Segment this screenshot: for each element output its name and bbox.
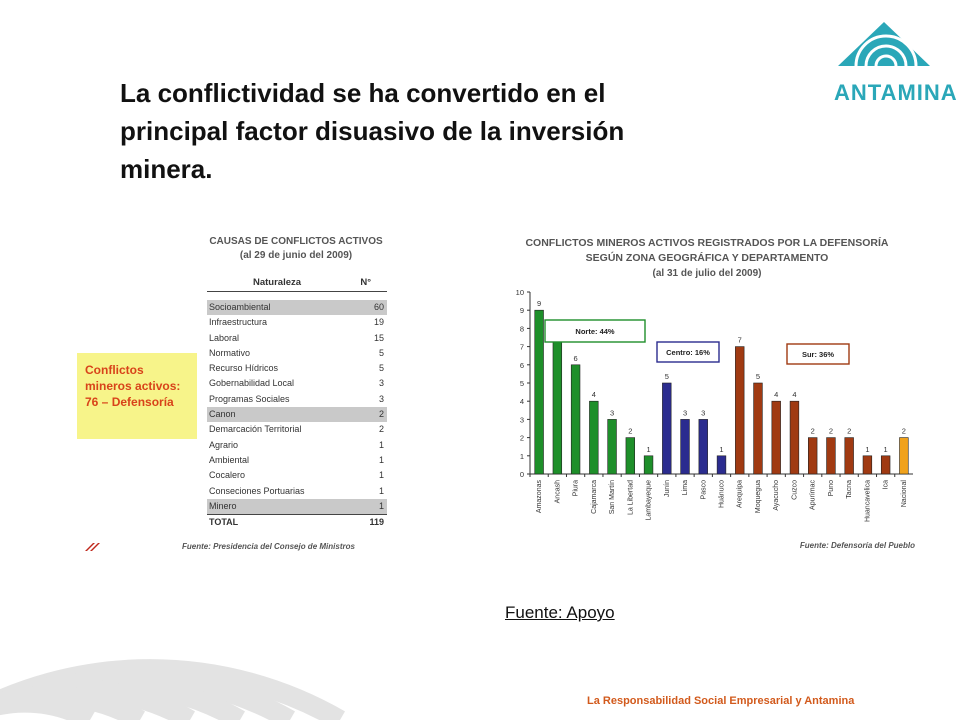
cause-name: Gobernabilidad Local [209, 378, 295, 389]
bar [881, 456, 890, 474]
x-tick-label: Ayacucho [773, 480, 781, 511]
cause-value: 5 [378, 347, 384, 358]
cause-value: 1 [378, 500, 384, 511]
bar [608, 419, 617, 474]
cause-name: Programas Sociales [209, 393, 290, 404]
bar [644, 456, 653, 474]
total-value: 119 [369, 517, 384, 528]
x-tick-label: Piura [572, 480, 580, 497]
table-row [207, 438, 387, 453]
cause-name: Canon [209, 409, 236, 420]
x-tick-label: Pasco [700, 480, 708, 500]
cause-value: 19 [373, 317, 384, 328]
cause-name: Infraestructura [209, 317, 268, 328]
cause-value: 1 [378, 470, 384, 481]
zone-label: Centro: 16% [666, 348, 710, 357]
x-tick-label: Huánuco [718, 480, 726, 509]
table-row [207, 407, 387, 422]
x-tick-label: Cuzco [791, 480, 799, 500]
bar [699, 419, 708, 474]
y-tick-label: 3 [519, 415, 524, 425]
table-row [207, 346, 387, 361]
cause-value: 5 [378, 363, 384, 374]
bar-value-label: 3 [609, 408, 615, 418]
bar [626, 438, 635, 474]
bar-value-label: 7 [737, 335, 742, 345]
y-tick-label: 2 [519, 433, 524, 443]
footer-text: La Responsabilidad Social Empresarial y Antamina [587, 695, 855, 707]
bar-value-label: 4 [792, 390, 797, 400]
table-row [207, 361, 387, 376]
conflicts-bar-chart [485, 230, 930, 560]
column-header-n: N° [360, 277, 371, 288]
zone-label: Norte: 44% [575, 327, 615, 336]
zone-label: Sur: 36% [801, 350, 835, 359]
callout-box [77, 353, 197, 439]
table-source: Fuente: Presidencia del Consejo de Ministros [182, 542, 355, 551]
x-tick-label: Puno [827, 480, 835, 497]
x-tick-label: Lambayeque [645, 480, 653, 521]
x-tick-label: Apurímac [809, 480, 817, 510]
bar [845, 438, 854, 474]
chart-subtitle: (al 31 de julio del 2009) [652, 268, 762, 279]
source-link[interactable]: Fuente: Apoyo [505, 603, 615, 622]
table-row [207, 499, 387, 514]
cause-value: 2 [378, 424, 384, 435]
cause-name: Minero [209, 500, 237, 511]
callout-line-1: Conflictos [85, 363, 144, 377]
cause-name: Recurso Hídricos [209, 363, 279, 374]
logo-text: ANTAMINA [834, 80, 958, 105]
chart-title-line-1: CONFLICTOS MINEROS ACTIVOS REGISTRADOS POR LA DEFENSORÍA [525, 237, 889, 249]
cause-value: 1 [378, 439, 384, 450]
cause-value: 3 [378, 393, 384, 404]
y-tick-label: 5 [519, 379, 524, 388]
bar [772, 401, 781, 474]
x-tick-label: Junín [663, 480, 671, 498]
bar [900, 438, 909, 474]
cause-name: Cocalero [209, 470, 246, 481]
bar-value-label: 3 [682, 408, 688, 418]
cause-name: Normativo [209, 347, 251, 358]
x-tick-label: Moquegua [754, 480, 762, 514]
y-tick-label: 8 [519, 324, 524, 334]
bar-value-label: 5 [664, 372, 669, 381]
x-tick-label: Tacna [846, 480, 854, 499]
bar [662, 383, 671, 474]
pcm-logo-icon [85, 543, 101, 551]
table-title: CAUSAS DE CONFLICTOS ACTIVOS [209, 236, 383, 247]
bar-value-label: 1 [719, 444, 724, 454]
cause-name: Socioambiental [209, 302, 271, 312]
cause-value: 60 [373, 302, 384, 312]
cause-value: 1 [378, 454, 384, 465]
bar-value-label: 9 [537, 299, 542, 309]
y-tick-label: 0 [519, 470, 524, 479]
bar [827, 438, 836, 474]
bar [735, 347, 744, 474]
bar-value-label: 1 [865, 444, 870, 454]
y-tick-label: 7 [519, 342, 524, 352]
callout-line-3: 76 – Defensoría [85, 395, 174, 409]
x-tick-label: Amazonas [536, 480, 544, 514]
bar [717, 456, 726, 474]
bar-value-label: 2 [847, 426, 852, 436]
cause-name: Conseciones Portuarias [209, 485, 305, 496]
x-tick-label: La Libertad [627, 480, 635, 516]
bar-value-label: 5 [755, 372, 761, 381]
table-row [207, 484, 387, 499]
bar-value-label: 4 [591, 390, 596, 400]
table-row [207, 331, 387, 346]
bar [553, 328, 562, 474]
table-row [207, 453, 387, 468]
bar [535, 310, 544, 474]
x-tick-label: Lima [682, 480, 690, 496]
table-row [207, 300, 387, 315]
bar-value-label: 1 [883, 444, 888, 454]
bar-value-label: 2 [901, 426, 906, 436]
table-row [207, 468, 387, 483]
bar-value-label: 2 [628, 426, 633, 436]
cause-value: 2 [378, 409, 384, 420]
bar-value-label: 2 [828, 426, 834, 436]
callout-line-2: mineros activos: [85, 379, 181, 393]
y-tick-label: 1 [519, 451, 524, 461]
cause-value: 1 [378, 485, 384, 496]
bar [863, 456, 872, 474]
x-tick-label: Huancavelica [864, 480, 872, 523]
causes-table [207, 273, 387, 530]
bar [754, 383, 763, 474]
bar-value-label: 3 [701, 408, 706, 418]
x-tick-label: Nacional [900, 480, 908, 508]
column-header-naturaleza: Naturaleza [253, 277, 302, 288]
bar-value-label: 2 [810, 426, 815, 436]
x-tick-label: San Martín [609, 480, 617, 515]
x-tick-label: Arequipa [736, 480, 744, 509]
y-tick-label: 10 [515, 288, 524, 297]
cause-name: Ambiental [209, 454, 250, 465]
x-tick-label: Cajamarca [590, 480, 598, 514]
table-total-row [207, 514, 387, 530]
table-row [207, 315, 387, 330]
cause-name: Demarcación Territorial [209, 424, 302, 435]
total-label: TOTAL [209, 517, 239, 528]
cause-value: 15 [373, 332, 384, 343]
table-header [207, 273, 387, 292]
cause-name: Laboral [209, 332, 240, 343]
cause-value: 3 [378, 378, 384, 389]
chart-source: Fuente: Defensoría del Pueblo [799, 541, 915, 550]
table-row [207, 392, 387, 407]
table-row [207, 422, 387, 437]
bar-value-label: 6 [573, 353, 578, 363]
bar [681, 419, 690, 474]
y-tick-label: 6 [519, 360, 524, 370]
x-tick-label: Ica [882, 480, 890, 490]
bar-value-label: 4 [774, 390, 779, 400]
slide-title: La conflictividad se ha convertido en el principal factor disuasivo de la inversión minera. [120, 78, 625, 184]
table-row [207, 376, 387, 391]
bar [589, 401, 598, 474]
bar [790, 401, 799, 474]
bar [808, 438, 817, 474]
y-tick-label: 4 [519, 397, 524, 407]
cause-name: Agrario [209, 439, 239, 450]
y-tick-label: 9 [519, 306, 524, 316]
bar-value-label: 1 [646, 444, 651, 454]
table-subtitle: (al 29 de junio del 2009) [239, 250, 353, 261]
bar [571, 365, 580, 474]
chart-title-line-2: SEGÚN ZONA GEOGRÁFICA Y DEPARTAMENTO [585, 252, 829, 264]
x-tick-label: Ancash [554, 480, 562, 504]
